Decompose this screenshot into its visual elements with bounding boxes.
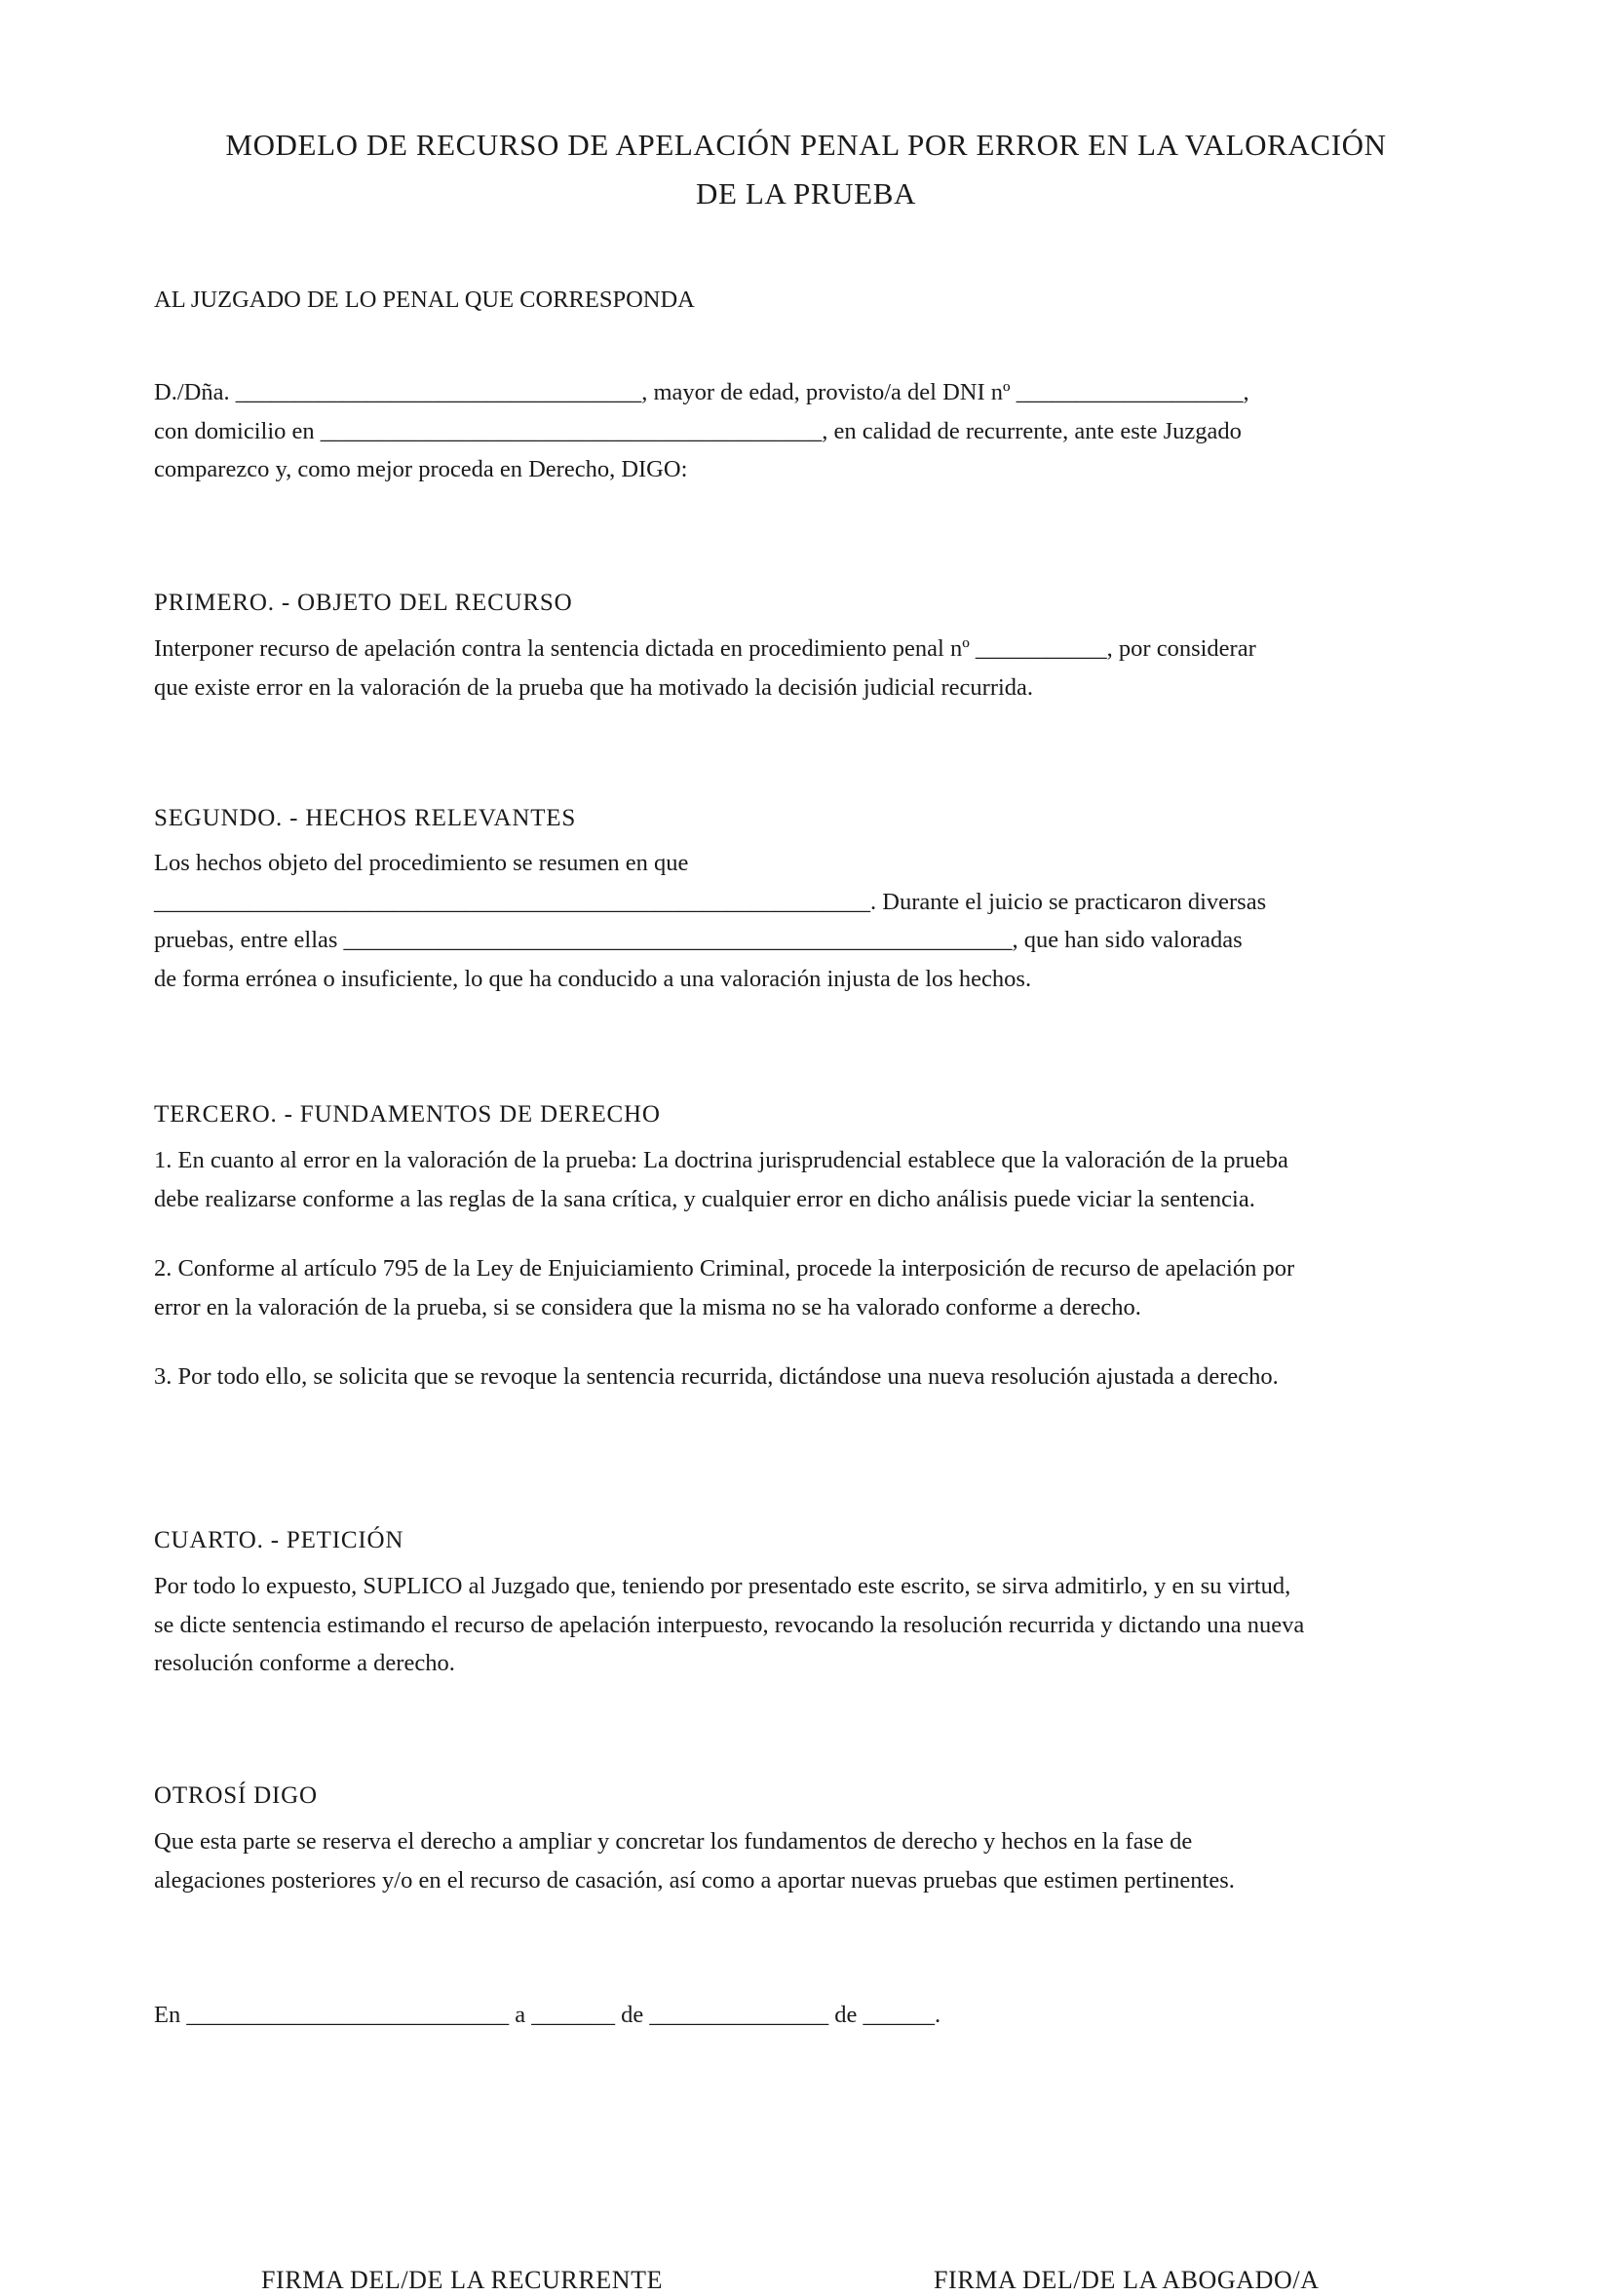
primero-line-2: que existe error en la valoración de la prueba que ha motivado la decisión judicial recurrida. <box>154 673 1034 701</box>
tercero-point-2 <box>154 1249 1479 1326</box>
section-heading-cuarto: CUARTO. - PETICIÓN <box>154 1527 404 1553</box>
cuarto-line-3: resolución conforme a derecho. <box>154 1650 455 1676</box>
cuarto-line-2: se dicte sentencia estimando el recurso de apelación interpuesto, revocando la resolución recurrida y dictando una nueva <box>154 1611 1305 1638</box>
cuarto-paragraph <box>154 1567 1479 1683</box>
segundo-line-1: Los hechos objeto del procedimiento se resumen en que <box>154 850 689 876</box>
section-heading-primero: PRIMERO. - OBJETO DEL RECURSO <box>154 590 573 616</box>
primero-paragraph <box>154 630 1479 707</box>
tercero-p3-line-1: 3. Por todo ello, se solicita que se revoque la sentencia recurrida, dictándose una nueva resolución ajustada a derecho. <box>154 1363 1279 1390</box>
addressee: AL JUZGADO DE LO PENAL QUE CORRESPONDA <box>154 287 695 313</box>
intro-line-3: comparezco y, como mejor proceda en Derecho, DIGO: <box>154 456 688 482</box>
intro-paragraph <box>154 373 1479 489</box>
title-line-2: DE LA PRUEBA <box>696 176 916 210</box>
otrosi-line-1: Que esta parte se reserva el derecho a ampliar y concretar los fundamentos de derecho y hechos en la fase de <box>154 1828 1193 1855</box>
intro-line-1: D./Dña. __________________________________, mayor de edad, provisto/a del DNI nº ___________________, <box>154 379 1249 405</box>
section-heading-segundo: SEGUNDO. - HECHOS RELEVANTES <box>154 805 577 831</box>
tercero-p1-line-2: debe realizarse conforme a las reglas de la sana crítica, y cualquier error en dicho análisis puede viciar la sentencia. <box>154 1185 1255 1212</box>
cuarto-line-1: Por todo lo expuesto, SUPLICO al Juzgado que, teniendo por presentado este escrito, se sirva admitirlo, y en su virtud, <box>154 1573 1291 1599</box>
primero-line-1: Interponer recurso de apelación contra la sentencia dictada en procedimiento penal nº ___________, por considerar <box>154 635 1256 662</box>
tercero-p2-line-2: error en la valoración de la prueba, si se considera que la misma no se ha valorado conforme a derecho. <box>154 1293 1141 1320</box>
segundo-line-4: de forma errónea o insuficiente, lo que ha conducido a una valoración injusta de los hechos. <box>154 965 1032 992</box>
tercero-point-3 <box>154 1358 1479 1397</box>
document-title <box>146 121 1466 218</box>
signature-label-recurrente: FIRMA DEL/DE LA RECURRENTE <box>261 2266 664 2294</box>
title-line-1: MODELO DE RECURSO DE APELACIÓN PENAL POR ERROR EN LA VALORACIÓN <box>225 128 1387 162</box>
segundo-line-3: pruebas, entre ellas ________________________________________________________, que han sido valoradas <box>154 927 1243 953</box>
segundo-line-2: ____________________________________________________________. Durante el juicio se practicaron diversas <box>154 888 1267 915</box>
tercero-p1-line-1: 1. En cuanto al error en la valoración de la prueba: La doctrina jurisprudencial establece que la valoración de la prueba <box>154 1147 1288 1173</box>
intro-line-2: con domicilio en __________________________________________, en calidad de recurrente, ante este Juzgado <box>154 417 1242 444</box>
tercero-p2-line-1: 2. Conforme al artículo 795 de la Ley de Enjuiciamiento Criminal, procede la interposición de recurso de apelación por <box>154 1255 1295 1282</box>
segundo-paragraph <box>154 844 1479 998</box>
tercero-point-1 <box>154 1141 1479 1218</box>
otrosi-paragraph <box>154 1822 1479 1899</box>
otrosi-line-2: alegaciones posteriores y/o en el recurso de casación, así como a aportar nuevas pruebas que estimen pertinentes. <box>154 1866 1235 1894</box>
section-heading-tercero: TERCERO. - FUNDAMENTOS DE DERECHO <box>154 1101 661 1128</box>
signature-label-abogado: FIRMA DEL/DE LA ABOGADO/A <box>934 2266 1320 2294</box>
place-date-line: En ___________________________ a _______ de _______________ de ______. <box>154 2002 941 2028</box>
section-heading-otrosi: OTROSÍ DIGO <box>154 1782 318 1809</box>
